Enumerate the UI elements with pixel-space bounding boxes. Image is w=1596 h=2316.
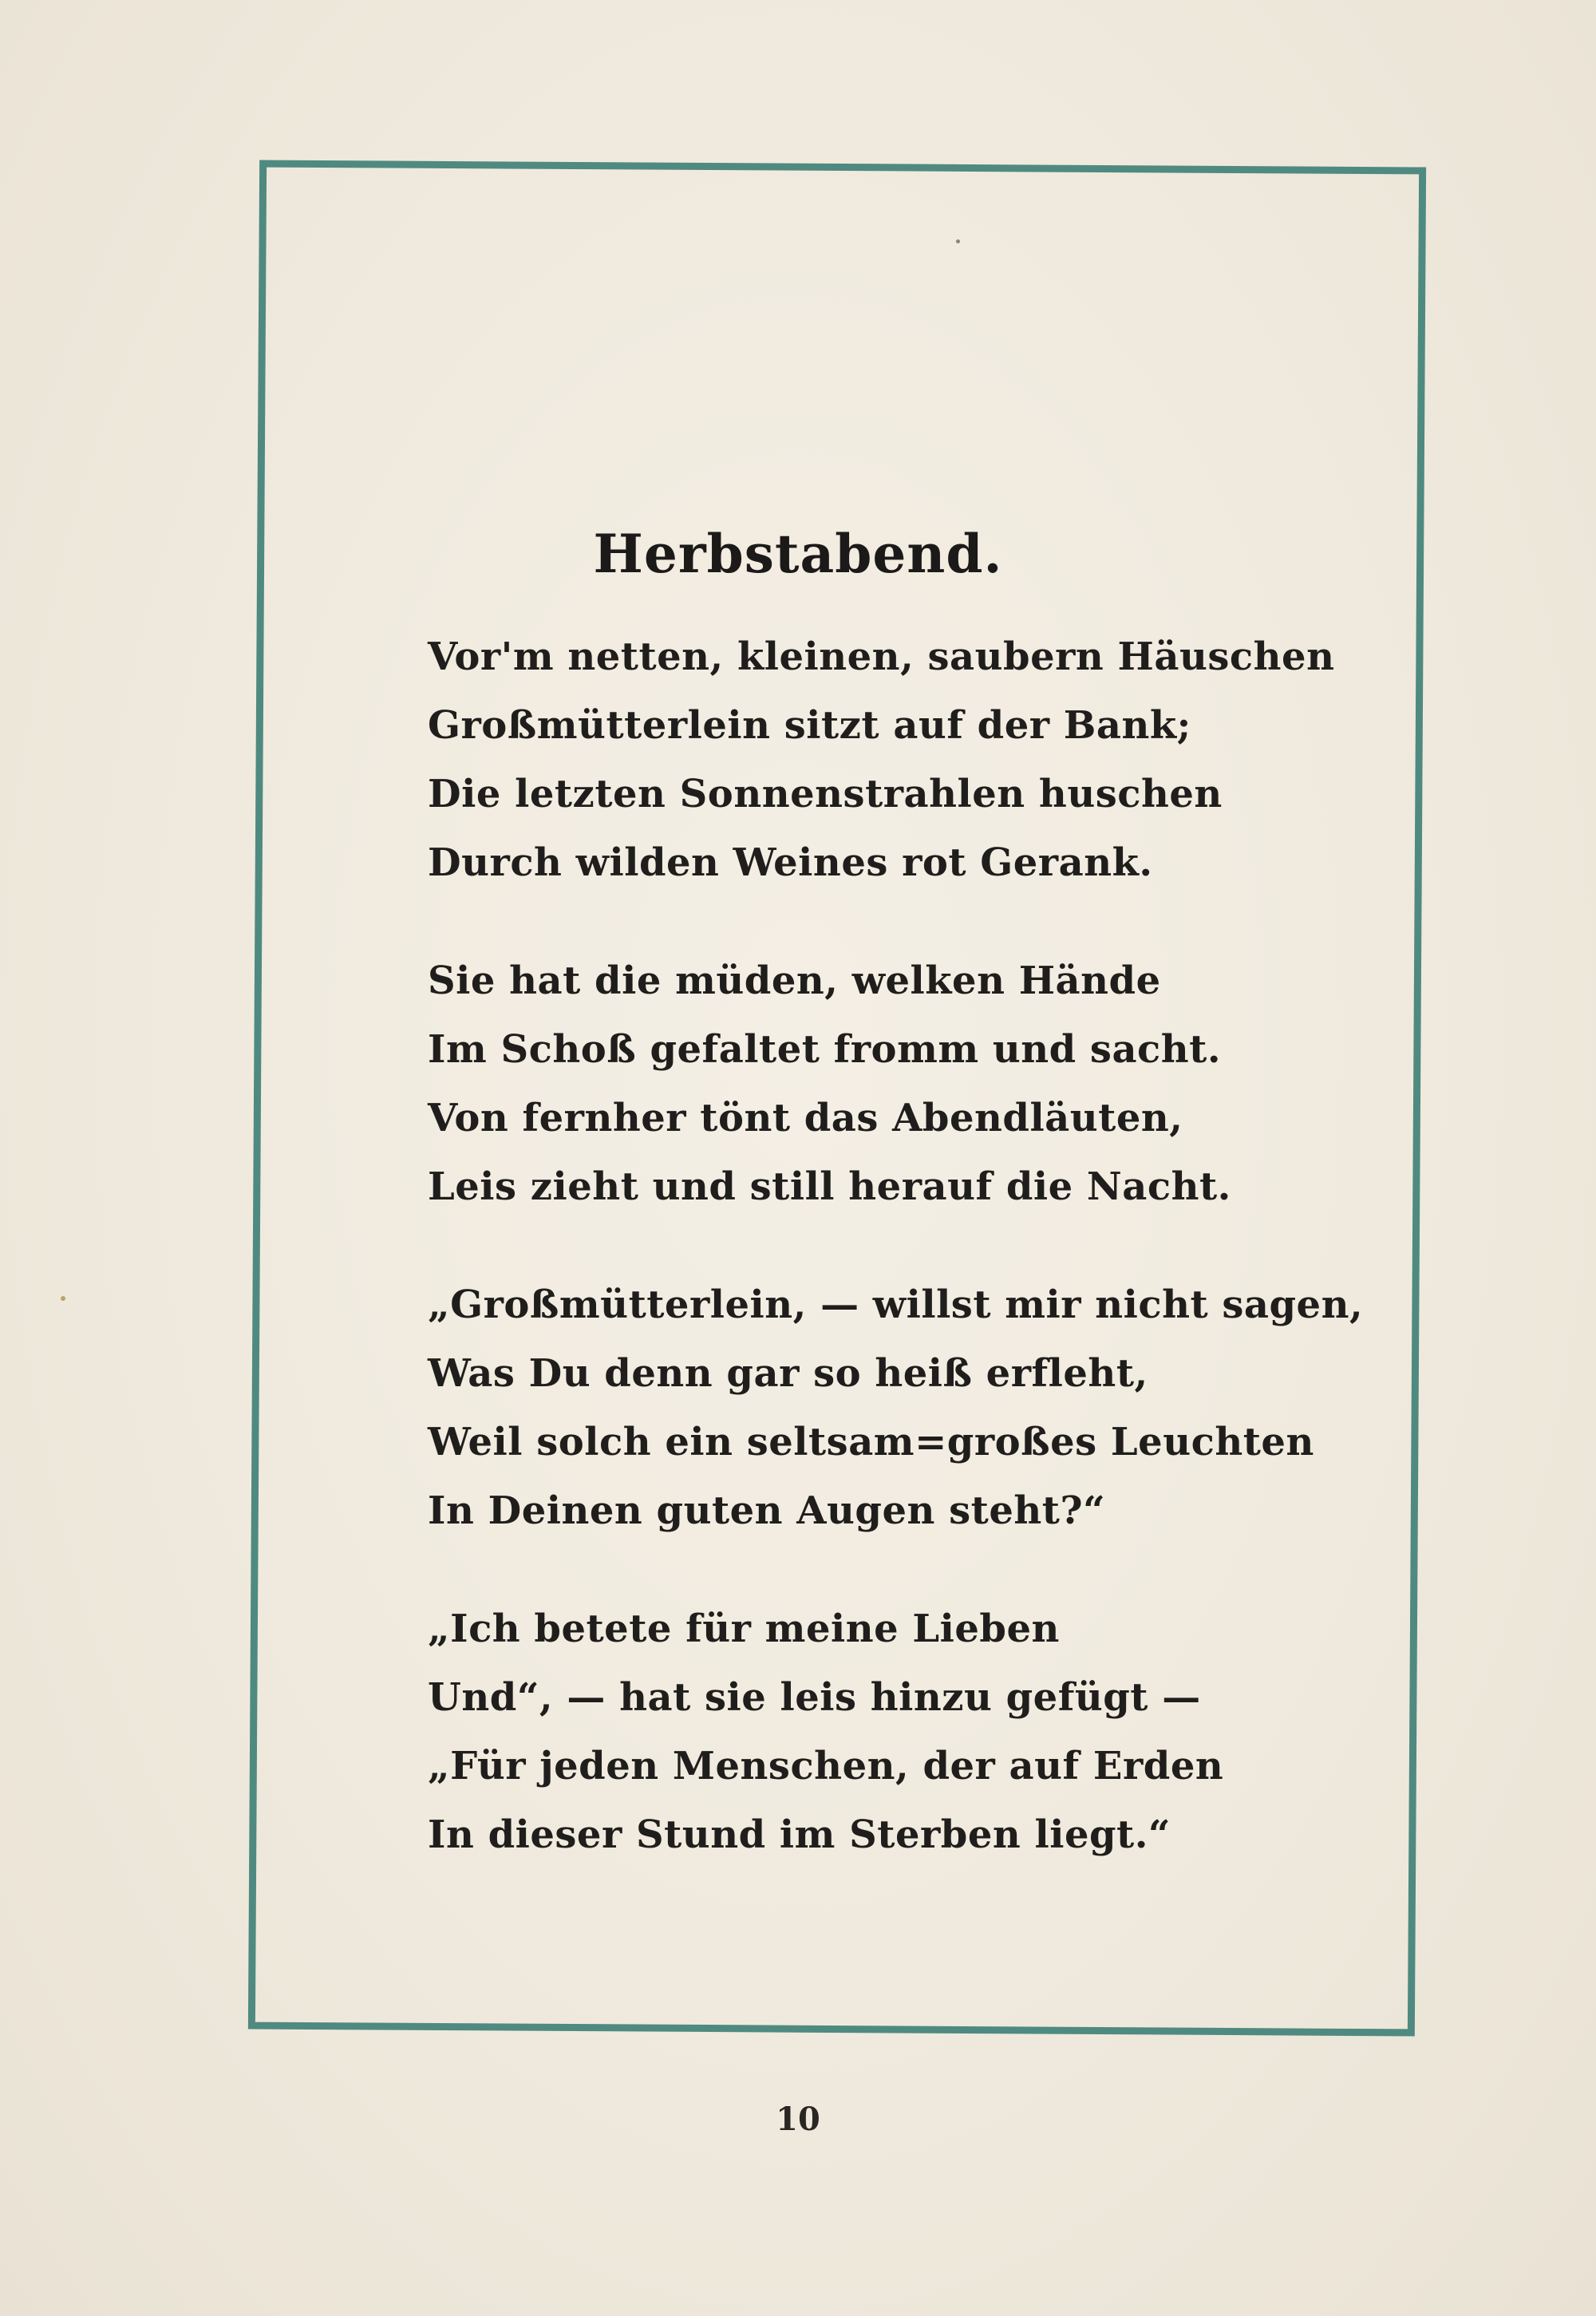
paper-speck xyxy=(956,239,960,243)
paper-speck xyxy=(61,1296,65,1301)
stanza-3 xyxy=(428,1271,1364,1545)
poem-line: „Für jeden Menschen, der auf Erden xyxy=(428,1744,1224,1788)
poem-line: In Deinen guten Augen steht?“ xyxy=(428,1488,1106,1533)
poem-line: Was Du denn gar so heiß erfleht, xyxy=(428,1351,1148,1396)
poem-line: Im Schoß gefaltet fromm und sacht. xyxy=(428,1027,1222,1072)
page-number: 10 xyxy=(776,2101,820,2138)
poem-line: Vor'm netten, kleinen, saubern Häuschen xyxy=(428,634,1335,679)
poem-line: In dieser Stund im Sterben liegt.“ xyxy=(428,1812,1171,1857)
poem-line: Durch wilden Weines rot Gerank. xyxy=(428,840,1153,885)
poem-line: Und“, — hat sie leis hinzu gefügt — xyxy=(428,1675,1201,1720)
stanza-1 xyxy=(428,622,1337,897)
poem-line: „Großmütterlein, — willst mir nicht sagen, xyxy=(428,1282,1364,1327)
poem-line: Von fernher tönt das Abendläuten, xyxy=(428,1096,1183,1140)
stanza-4 xyxy=(428,1595,1337,1869)
poem-line: „Ich betete für meine Lieben xyxy=(428,1607,1060,1651)
poem-title: Herbstabend. xyxy=(593,523,1003,585)
stanza-2 xyxy=(428,947,1337,1221)
poem-line: Leis zieht und still herauf die Nacht. xyxy=(428,1164,1231,1209)
poem-line: Die letzten Sonnenstrahlen huschen xyxy=(428,772,1223,816)
poem-line: Weil solch ein seltsam=großes Leuchten xyxy=(428,1420,1314,1464)
poem-line: Großmütterlein sitzt auf der Bank; xyxy=(428,703,1191,748)
poem-line: Sie hat die müden, welken Hände xyxy=(428,958,1161,1003)
poem-body xyxy=(428,622,1364,1919)
